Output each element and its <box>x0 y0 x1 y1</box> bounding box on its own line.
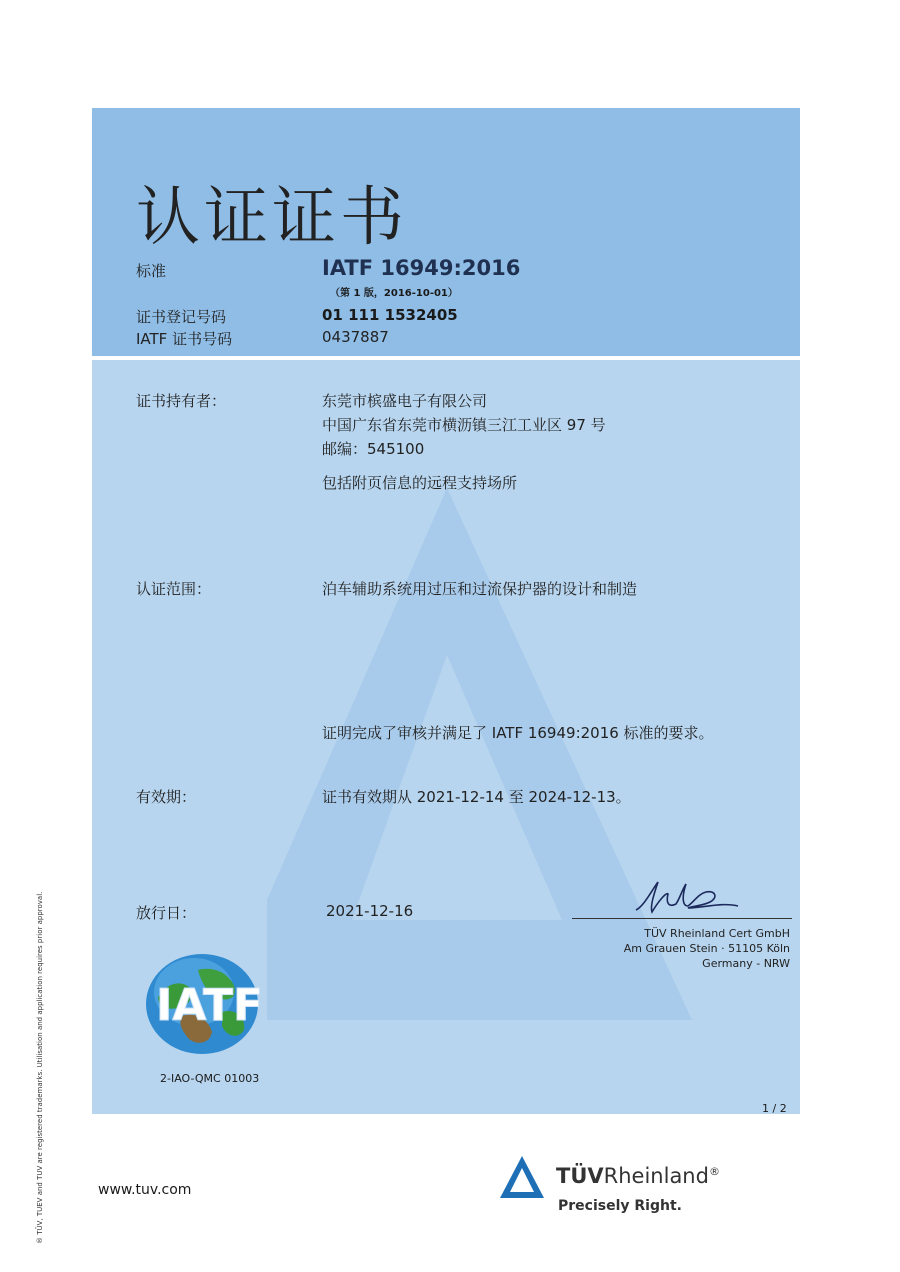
issue-date-value: 2021-12-16 <box>326 902 414 920</box>
registration-label: 证书登记号码 <box>136 308 227 326</box>
registered-mark: ® <box>708 1165 720 1178</box>
scope-value: 泊车辅助系统用过压和过流保护器的设计和制造 <box>322 580 638 598</box>
issuer-address <box>624 926 790 971</box>
iatf-number-value: 0437887 <box>322 328 389 346</box>
page-title: 认证证书 <box>136 181 408 255</box>
issuer-line-3: Germany - NRW <box>702 957 790 970</box>
trademark-notice: ® TÜV, TUEV and TUV are registered trademarks. Utilisation and application requires prior approval. <box>36 891 44 1244</box>
compliance-statement: 证明完成了审核并满足了 IATF 16949:2016 标准的要求。 <box>322 724 714 742</box>
holder-postcode: 邮编：545100 <box>322 440 425 458</box>
holder-note: 包括附页信息的远程支持场所 <box>322 474 518 492</box>
signature-line <box>572 918 792 919</box>
tuv-brand-bold: TÜV <box>556 1164 604 1188</box>
page-number: 1 / 2 <box>762 1102 787 1115</box>
validity-value: 证书有效期从 2021-12-14 至 2024-12-13。 <box>322 788 631 806</box>
iatf-logo-text: IATF <box>156 980 264 1031</box>
tuv-slogan: Precisely Right. <box>558 1198 682 1214</box>
standard-value: IATF 16949:2016 <box>322 256 521 280</box>
holder-address: 中国广东省东莞市横沥镇三江工业区 97 号 <box>322 416 606 434</box>
tuv-triangle-icon <box>498 1154 546 1200</box>
issuer-line-1: TÜV Rheinland Cert GmbH <box>644 927 790 940</box>
holder-name: 东莞市槟盛电子有限公司 <box>322 392 488 410</box>
tuv-brand-name <box>556 1164 720 1188</box>
signature <box>632 876 742 920</box>
iatf-globe-logo <box>138 946 270 1058</box>
issuer-line-2: Am Grauen Stein · 51105 Köln <box>623 942 790 955</box>
tuv-brand-regular: Rheinland <box>603 1164 709 1188</box>
standard-edition: （第 1 版，2016-10-01） <box>330 288 458 299</box>
iatf-number-label: IATF 证书号码 <box>136 330 233 348</box>
issue-date-label: 放行日： <box>136 904 197 922</box>
registration-value: 01 111 1532405 <box>322 306 458 324</box>
website-link[interactable]: www.tuv.com <box>98 1182 192 1198</box>
iatf-code: 2-IAO-QMC 01003 <box>160 1072 260 1085</box>
standard-label: 标准 <box>136 262 167 280</box>
validity-label: 有效期： <box>136 788 197 806</box>
holder-label: 证书持有者： <box>136 392 227 410</box>
scope-label: 认证范围： <box>136 580 212 598</box>
